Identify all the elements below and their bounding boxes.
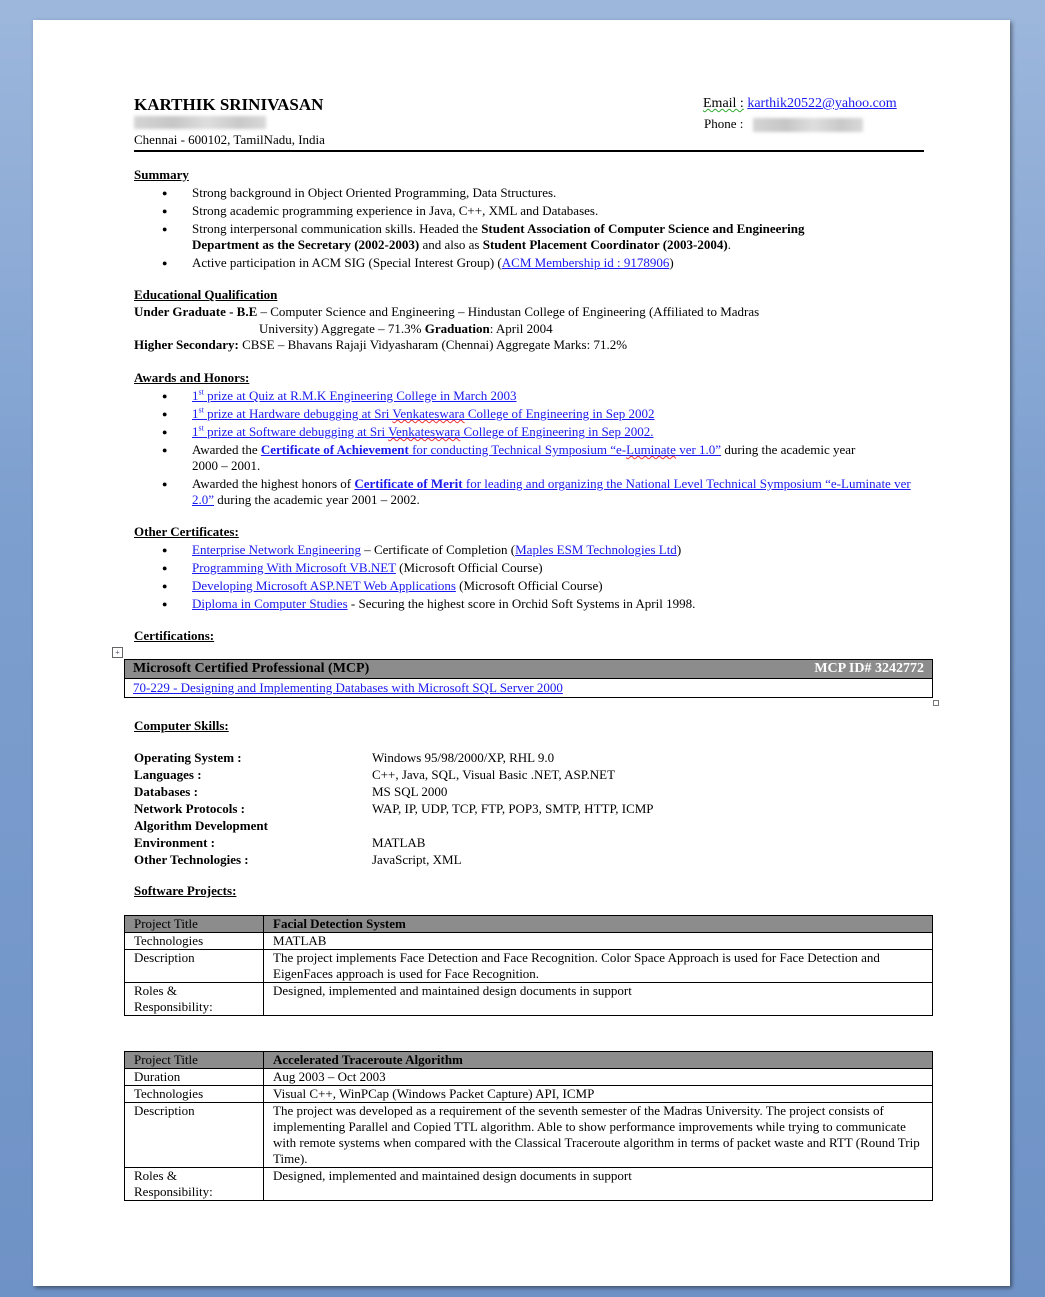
certifications-heading: Certifications: <box>134 628 215 643</box>
other-certificates-list <box>134 542 924 614</box>
document-page <box>33 20 1010 1286</box>
table-move-handle-icon[interactable]: + <box>112 647 123 658</box>
redacted-street-address <box>134 116 266 133</box>
list-item <box>134 424 924 440</box>
table-row: Description The project implements Face Detection and Face Recognition. Color Space Approach is used for Face Detection and EigenFaces approach is used for Face Recognition. <box>125 950 933 983</box>
skill-row: Databases : MS SQL 2000 <box>134 784 448 799</box>
table-row: Technologies MATLAB <box>125 933 933 950</box>
award-link-software[interactable]: 1st prize at Software debugging at Sri Venkateswara College of Engineering in Sep 2002. <box>192 423 654 439</box>
enterprise-network-link[interactable]: Enterprise Network Engineering <box>192 542 361 557</box>
email-link[interactable]: karthik20522@yahoo.com <box>747 96 897 111</box>
summary-heading: Summary <box>134 167 189 182</box>
list-item: ● Strong background in Object Oriented Programming, Data Structures. <box>134 185 924 201</box>
summary-list <box>134 185 924 273</box>
email-block <box>703 96 897 112</box>
mcp-title: Microsoft Certified Professional (MCP) <box>133 661 370 676</box>
list-item: ● Enterprise Network Engineering – Certificate of Completion (Maples ESM Technologies Ltd) <box>134 542 924 558</box>
table-row: Duration Aug 2003 – Oct 2003 <box>125 1069 933 1086</box>
skill-row: Network Protocols : WAP, IP, UDP, TCP, FTP, POP3, SMTP, HTTP, ICMP <box>134 801 654 816</box>
skill-row: Environment : MATLAB <box>134 835 426 850</box>
list-item: ● Awarded the Certificate of Achievement for conducting Technical Symposium “e-Luminate ver 1.0” during the academic year 2000 – 2001. <box>134 442 924 474</box>
header-rule <box>134 150 924 152</box>
list-item: ● Programming With Microsoft VB.NET (Microsoft Official Course) <box>134 560 924 576</box>
skills-list <box>134 749 654 868</box>
mcp-header <box>125 660 933 679</box>
table-row: Project Title Accelerated Traceroute Algorithm <box>125 1052 933 1069</box>
project-table-traceroute <box>124 1051 933 1201</box>
maples-esm-link[interactable]: Maples ESM Technologies Ltd <box>515 542 677 557</box>
skill-row: Operating System : Windows 95/98/2000/XP, RHL 9.0 <box>134 750 555 765</box>
table-resize-handle[interactable] <box>933 700 939 706</box>
mcp-exam-link[interactable]: 70-229 - Designing and Implementing Databases with Microsoft SQL Server 2000 <box>133 680 563 695</box>
higher-secondary-line: Higher Secondary: CBSE – Bhavans Rajaji Vidyasharam (Chennai) Aggregate Marks: 71.2% <box>134 337 628 352</box>
phone-label: Phone : <box>704 116 744 131</box>
list-item <box>134 388 924 404</box>
certificate-achievement-link[interactable]: Certificate of Achievement for conducting Technical Symposium “e-Luminate ver 1.0” <box>260 442 722 457</box>
table-row: Description The project was developed as a requirement of the seventh semester of the Madras University. The project consists of implementing Parallel and Copied TTL algorithm. Able to show performance improvements while trying to communicate with remote systems when compared with the Classical Traceroute algorithm in terms of packet waste and RTT (Round Trip Time). <box>125 1103 933 1168</box>
email-label: Email : <box>703 96 744 111</box>
award-link-quiz[interactable]: 1st prize at Quiz at R.M.K Engineering College in March 2003 <box>192 387 517 403</box>
other-certificates-heading: Other Certificates: <box>134 524 239 539</box>
candidate-name: KARTHIK SRINIVASAN <box>134 95 324 114</box>
awards-heading: Awards and Honors: <box>134 370 250 385</box>
address-line: Chennai - 600102, TamilNadu, India <box>134 132 325 147</box>
skill-row: Other Technologies : JavaScript, XML <box>134 852 462 867</box>
aspnet-course-link[interactable]: Developing Microsoft ASP.NET Web Applications <box>192 578 456 593</box>
list-item: ● Diploma in Computer Studies - Securing the highest score in Orchid Soft Systems in April 1998. <box>134 596 924 612</box>
skill-row: Languages : C++, Java, SQL, Visual Basic .NET, ASP.NET <box>134 767 616 782</box>
list-item: ● Developing Microsoft ASP.NET Web Applications (Microsoft Official Course) <box>134 578 924 594</box>
undergrad-line: Under Graduate - B.E – Computer Science and Engineering – Hindustan College of Engineering (Affiliated to Madras <box>134 304 760 319</box>
certificate-merit-link[interactable]: Certificate of Merit for leading and organizing the National Level Technical Symposium “e-Luminate ver 2.0” <box>192 476 911 507</box>
education-heading: Educational Qualification <box>134 287 278 302</box>
table-row: Roles & Responsibility: Designed, implemented and maintained design documents in support <box>125 983 933 1016</box>
table-row: Project Title Facial Detection System <box>125 916 933 933</box>
diploma-link[interactable]: Diploma in Computer Studies <box>192 596 348 611</box>
list-item: ● Awarded the highest honors of Certificate of Merit for leading and organizing the National Level Technical Symposium “e-Luminate ver 2.0” during the academic year 2001 – 2002. <box>134 476 924 508</box>
phone-block <box>704 116 863 132</box>
list-item <box>134 406 924 422</box>
computer-skills-heading: Computer Skills: <box>134 718 229 733</box>
list-item: ● Active participation in ACM SIG (Special Interest Group) (ACM Membership id : 9178906) <box>134 255 924 271</box>
awards-list <box>134 388 924 510</box>
undergrad-line-2: University) Aggregate – 71.3% Graduation: April 2004 <box>259 321 553 336</box>
mcp-exam-cell <box>125 679 933 698</box>
software-projects-heading: Software Projects: <box>134 883 237 898</box>
table-row: Roles & Responsibility: Designed, implemented and maintained design documents in support <box>125 1168 933 1201</box>
table-row: Technologies Visual C++, WinPCap (Windows Packet Capture) API, ICMP <box>125 1086 933 1103</box>
redacted-phone <box>753 118 863 132</box>
list-item: ● Strong academic programming experience in Java, C++, XML and Databases. <box>134 203 924 219</box>
mcp-table <box>124 659 933 698</box>
skill-row: Algorithm Development <box>134 818 268 833</box>
vbnet-course-link[interactable]: Programming With Microsoft VB.NET <box>192 560 396 575</box>
award-link-hardware[interactable]: 1st prize at Hardware debugging at Sri Venkateswara College of Engineering in Sep 2002 <box>192 405 655 421</box>
mcp-id: MCP ID# 3242772 <box>814 661 924 676</box>
acm-membership-link[interactable]: ACM Membership id : 9178906 <box>501 255 670 270</box>
project-table-facial <box>124 915 933 1016</box>
list-item: ● Strong interpersonal communication skills. Headed the Student Association of Computer Science and Engineering Department as the Secretary (2002-2003) and also as Student Placement Coordinator (2003-2004). <box>134 221 924 253</box>
